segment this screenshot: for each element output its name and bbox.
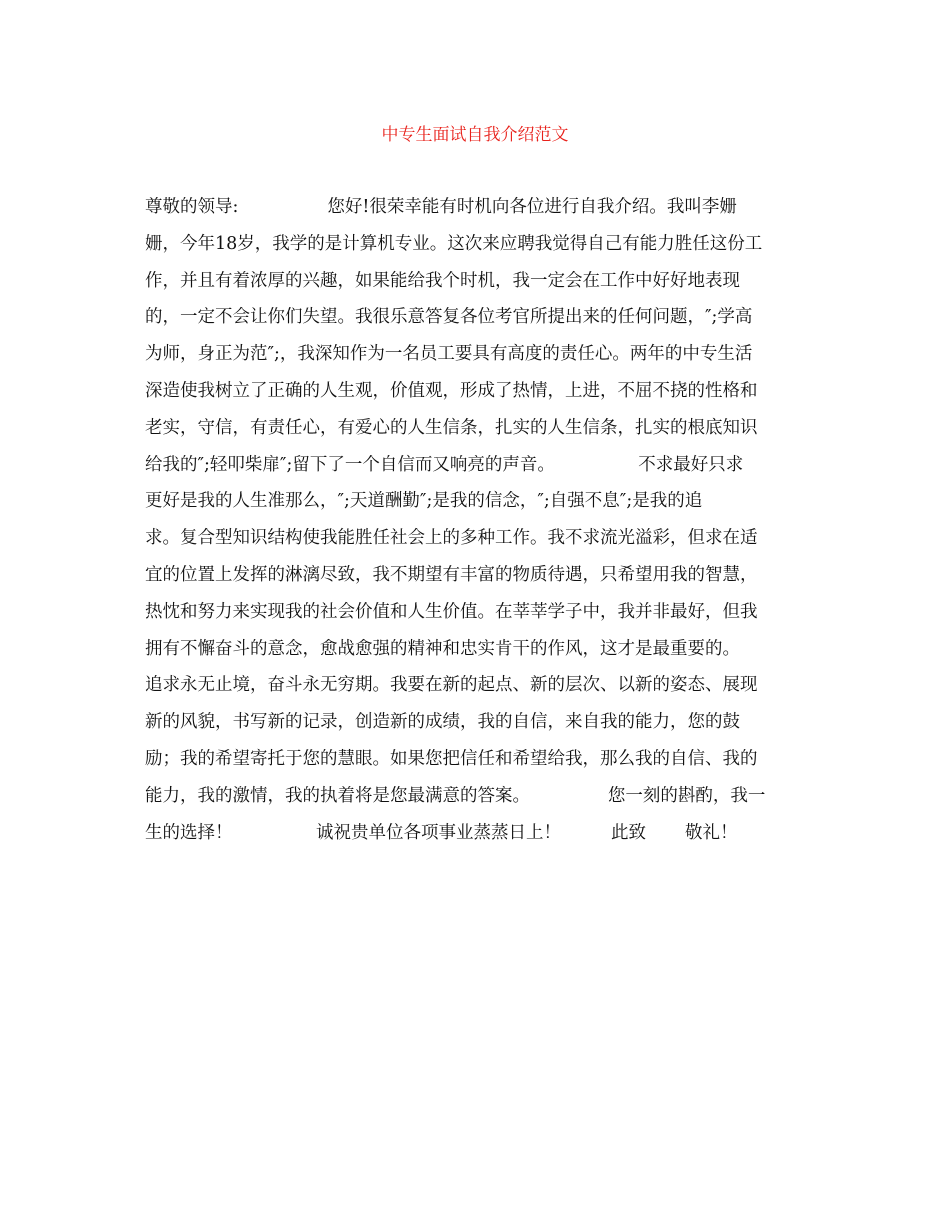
body-line: 新的风貌，书写新的记录，创造新的成绩，我的自信，来自我的能力，您的鼓 [145,712,740,733]
body-line: 求。复合型知识结构使我能胜任社会上的多种工作。我不求流光溢彩，但求在适 [145,528,758,549]
body-line: 能力，我的激情，我的执着将是您最满意的答案。 您一刻的斟酌，我一 [145,785,766,806]
body-line: 拥有不懈奋斗的意念，愈战愈强的精神和忠实肯干的作风，这才是最重要的。 [145,638,740,659]
body-line: 深造使我树立了正确的人生观，价值观，形成了热情，上进，不屈不挠的性格和 [145,380,758,401]
body-line: 的，一定不会让你们失望。我很乐意答复各位考官所提出来的任何问题，″;学高 [145,307,753,328]
body-line: 热忱和努力来实现我的社会价值和人生价值。在莘莘学子中，我并非最好，但我 [145,601,758,622]
body-line: 为师，身正为范″;，我深知作为一名员工要具有高度的责任心。两年的中专生活 [145,344,753,365]
body-line: 作，并且有着浓厚的兴趣，如果能给我个时机，我一定会在工作中好好地表现 [145,270,740,291]
body-line: 励；我的希望寄托于您的慧眼。如果您把信任和希望给我，那么我的自信、我的 [145,748,758,769]
body-line: 姗，今年18岁，我学的是计算机专业。这次来应聘我觉得自己有能力胜任这份工 [145,233,763,254]
document-title: 中专生面试自我介绍范文 [381,125,569,145]
body-line: 尊敬的领导: 您好!很荣幸能有时机向各位进行自我介绍。我叫李姗 [145,197,737,217]
document-body [145,195,815,857]
body-line: 宜的位置上发挥的淋漓尽致，我不期望有丰富的物质待遇，只希望用我的智慧， [145,564,758,585]
body-line: 追求永无止境，奋斗永无穷期。我要在新的起点、新的层次、以新的姿态、展现 [145,675,758,696]
body-line: 更好是我的人生准那么，″;天道酬勤″;是我的信念，″;自强不息″;是我的追 [145,491,703,512]
body-line: 生的选择！ 诚祝贵单位各项事业蒸蒸日上！ 此致 敬礼！ [145,822,738,843]
body-line: 给我的″;轻叩柴扉″;留下了一个自信而又响亮的声音。 不求最好只求 [145,454,744,475]
body-line: 老实，守信，有责任心，有爱心的人生信条，扎实的人生信条，扎实的根底知识 [145,417,758,438]
